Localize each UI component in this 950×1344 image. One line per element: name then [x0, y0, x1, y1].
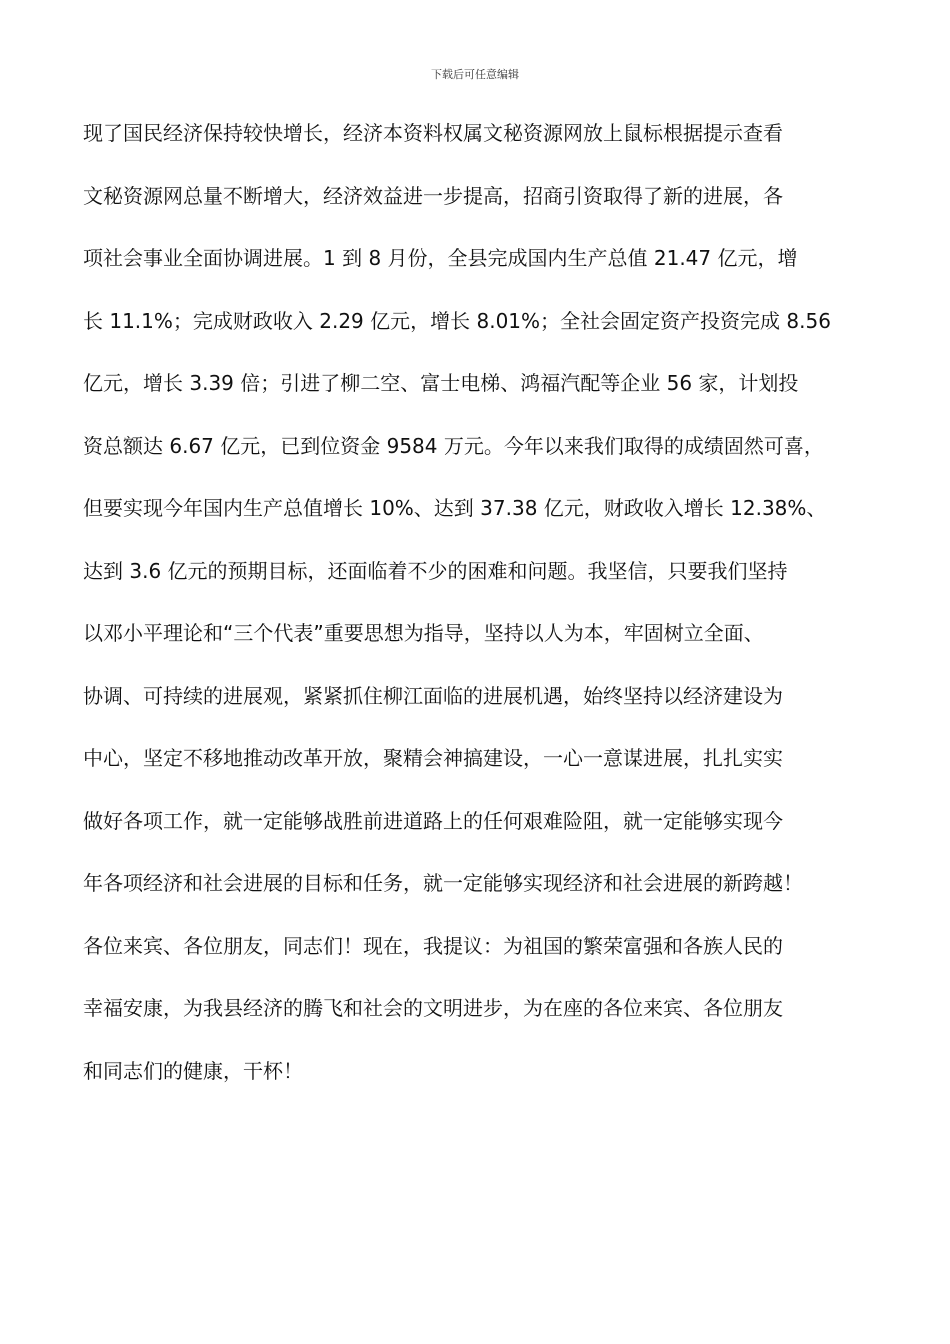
- body-line: 项社会事业全面协调进展。1 到 8 月份，全县完成国内生产总值 21.47 亿元，增: [83, 246, 798, 270]
- body-line: 亿元，增长 3.39 倍；引进了柳二空、富士电梯、鸿福汽配等企业 56 家，计划投: [83, 371, 799, 395]
- body-line: 和同志们的健康，干杯！: [83, 1058, 303, 1083]
- body-line: 做好各项工作，就一定能够战胜前进道路上的任何艰难险阻，就一定能够实现今: [83, 808, 783, 833]
- body-line: 现了国民经济保持较快增长，经济本资料权属文秘资源网放上鼠标根据提示查看: [83, 121, 783, 145]
- body-line: 以邓小平理论和“三个代表”重要思想为指导，坚持以人为本，牢固树立全面、: [83, 621, 764, 645]
- body-line: 幸福安康，为我县经济的腾飞和社会的文明进步，为在座的各位来宾、各位朋友: [83, 996, 783, 1020]
- body-line: 年各项经济和社会进展的目标和任务，就一定能够实现经济和社会进展的新跨越！: [83, 871, 803, 895]
- body-line: 各位来宾、各位朋友，同志们！现在，我提议：为祖国的繁荣富强和各族人民的: [83, 933, 783, 958]
- body-line: 中心，坚定不移地推动改革开放，聚精会神搞建设，一心一意谋进展，扎扎实实: [83, 746, 783, 770]
- body-line: 长 11.1%；完成财政收入 2.29 亿元，增长 8.01%；全社会固定资产投资完成 8.56: [83, 308, 831, 333]
- body-line: 资总额达 6.67 亿元，已到位资金 9584 万元。今年以来我们取得的成绩固然可喜，: [83, 433, 824, 458]
- body-line: 文秘资源网总量不断增大，经济效益进一步提高，招商引资取得了新的进展，各: [83, 183, 783, 208]
- document-body: [83, 118, 883, 1118]
- body-line: 但要实现今年国内生产总值增长 10%、达到 37.38 亿元，财政收入增长 12.38%、: [83, 496, 827, 520]
- body-line: 协调、可持续的进展观，紧紧抓住柳江面临的进展机遇，始终坚持以经济建设为: [83, 683, 783, 708]
- body-line: 达到 3.6 亿元的预期目标，还面临着不少的困难和问题。我坚信，只要我们坚持: [83, 558, 788, 583]
- page-header-note: 下载后可任意编辑: [431, 68, 519, 81]
